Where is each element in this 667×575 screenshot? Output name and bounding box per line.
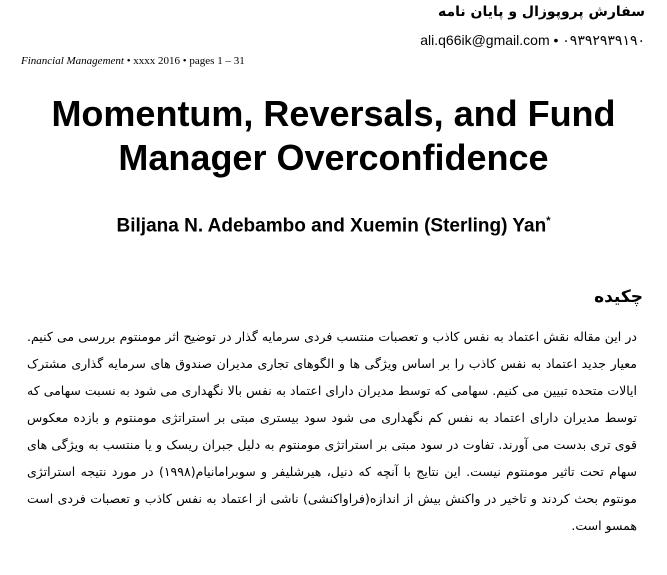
paper-title-line-2: Manager Overconfidence: [118, 137, 549, 178]
author-footnote-mark: *: [546, 215, 551, 227]
journal-issue-info: • xxxx 2016 • pages 1 – 31: [123, 55, 245, 67]
promo-contact: ali.q66ik@gmail.com • ۰۹۳۹۲۹۳۹۱۹۰: [420, 32, 645, 48]
abstract-body: در این مقاله نقش اعتماد به نفس کاذب و تعصبات منتسب فردی سرمایه گذار در توضیح اثر مومنتوم بررسی می کنیم. معیار جدید اعتماد به نفس کاذب را بر اساس ویژگی ها و الگوهای تجاری مدیران صندوق های سرمایه گذاری مشترک ایالات متحده تبیین می کنیم. سهامی که توسط مدیران دارای اعتماد به نفس بالا نگهداری می شود به نسبت سهامی که توسط مدیران دارای اعتماد به نفس کم نگهداری می شود سود بیستری مبتی بر استراتژی مومنتوم و بازده معکوس قوی تری بدست می آورند. تفاوت در سود مبتی بر استراتژی مومنتوم به دلیل جبران ریسک و یا منتسب به ویژگی های سهام تحت تاثیر مومنتوم نیست. این نتایج با آنچه که دنیل، هیرشلیفر و سوبرامانیام(۱۹۹۸) در مورد نتیجه استراتژی مونتوم بحث کردند و تاخیر در واکنش بیش از اندازه(فراواکنشی) ناشی از اعتماد به نفس کاذب و تعصبات فردی است همسو است.: [27, 329, 637, 533]
paper-title-line-1: Momentum, Reversals, and Fund: [51, 93, 616, 134]
promo-title: سفارش پروپوزال و پایان نامه: [437, 4, 645, 20]
paper-authors: [0, 215, 667, 237]
journal-citation: [21, 55, 245, 67]
paper-title: [0, 92, 667, 180]
author-names: Biljana N. Adebambo and Xuemin (Sterling) Yan: [116, 215, 547, 237]
journal-name: Financial Management: [21, 55, 124, 67]
abstract-heading: چکیده: [594, 287, 643, 307]
